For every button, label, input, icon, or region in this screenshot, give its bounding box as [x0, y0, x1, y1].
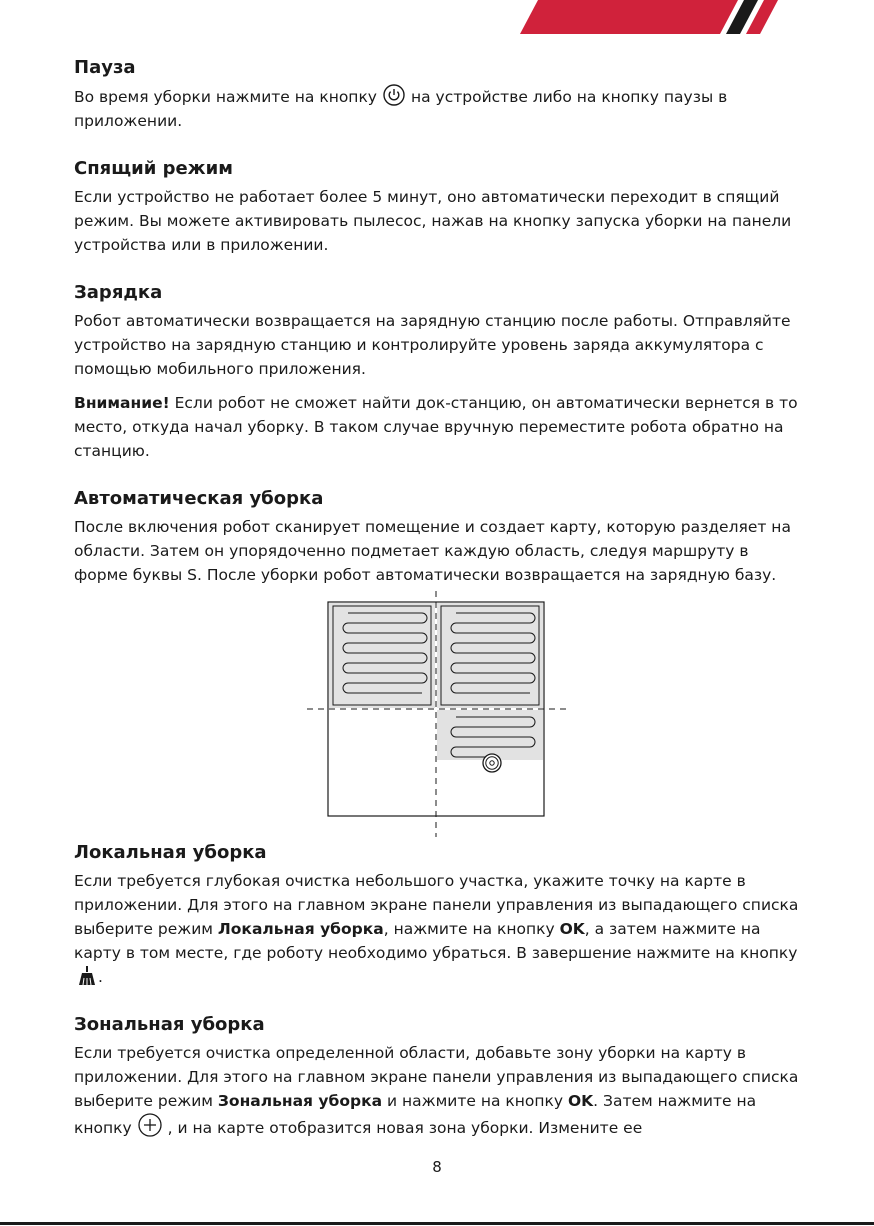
page-number: 8	[432, 1158, 442, 1176]
section-text: Если устройство не работает более 5 минут, оно автоматически переходит в спящий режим. Вы можете активировать пылесос, нажав на кнопку запуска уборки на панели устройства или в приложении.	[74, 188, 792, 254]
section-text: Если требуется очистка определенной области, добавьте зону уборки на карту в приложении. Для этого на главном экране панели управления из выпадающего списка выберите режим Зональная уборка и нажмите на кнопку OK. Затем нажмите на кнопку , и на карте отобразится новая зона уборки. Измените ее	[74, 1044, 799, 1137]
section-auto	[74, 487, 804, 587]
section-title: Автоматическая уборка	[74, 488, 324, 509]
warning-text: Внимание! Если робот не сможет найти док-станцию, он автоматически вернется в то место, откуда начал уборку. В таком случае вручную переместите робота обратно на станцию.	[74, 394, 798, 460]
brand-stripes	[490, 0, 790, 34]
plus-circle-icon	[138, 1113, 162, 1137]
page-content	[74, 56, 804, 1140]
section-title: Пауза	[74, 57, 136, 78]
section-pause	[74, 56, 804, 133]
broom-icon	[78, 966, 96, 986]
section-text: После включения робот сканирует помещение и создает карту, которую разделяет на области. Затем он упорядоченно подметает каждую область, следуя маршруту в форме буквы S. После уборки робот автоматически возвращается на зарядную базу.	[74, 518, 791, 584]
section-text: Если требуется глубокая очистка небольшого участка, укажите точку на карте в приложении. Для этого на главном экране панели управления из выпадающего списка выберите режим Локальная уборка, нажмите на кнопку OK, а затем нажмите на карту в том месте, где роботу необходимо убраться. В завершение нажмите на кнопку.	[74, 872, 799, 986]
section-title: Локальная уборка	[74, 842, 267, 863]
warning-label: Внимание!	[74, 394, 170, 412]
section-local	[74, 841, 804, 989]
section-title: Зарядка	[74, 282, 163, 303]
section-zone	[74, 1013, 804, 1140]
section-title: Спящий режим	[74, 158, 233, 179]
section-sleep	[74, 157, 804, 257]
cleaning-map-diagram	[307, 591, 567, 837]
section-text: Во время уборки нажмите на кнопку на устройстве либо на кнопку паузы в приложении.	[74, 84, 804, 133]
section-text: Робот автоматически возвращается на зарядную станцию после работы. Отправляйте устройство на зарядную станцию и контролируйте уровень заряда аккумулятора с помощью мобильного приложения.	[74, 312, 791, 378]
power-icon	[383, 84, 405, 106]
section-title: Зональная уборка	[74, 1014, 265, 1035]
robot-icon	[483, 754, 501, 772]
bottom-border	[0, 1222, 874, 1225]
section-charging	[74, 281, 804, 463]
